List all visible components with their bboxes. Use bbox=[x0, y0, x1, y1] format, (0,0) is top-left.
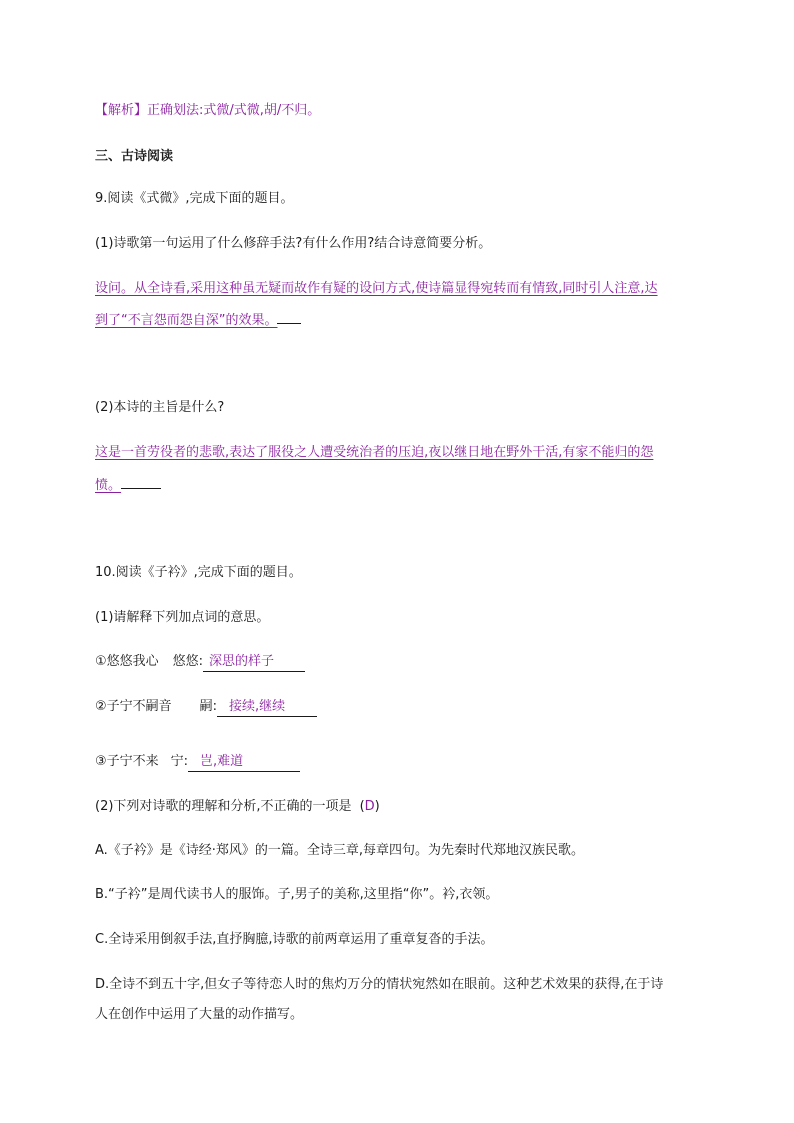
q10-option-d-cont: 人在创作中运用了大量的动作描写。 bbox=[95, 1007, 304, 1022]
q9-sub2-prompt: (2)本诗的主旨是什么? bbox=[95, 400, 225, 415]
q9-sub2-answer-line2-wrap bbox=[95, 474, 161, 496]
item-word: 嗣: bbox=[199, 699, 218, 714]
q10-prompt: 10.阅读《子衿》,完成下面的题目。 bbox=[95, 565, 302, 580]
q9-sub2-answer-line2: 愤。 bbox=[95, 478, 122, 493]
item-phrase: ②子宁不嗣音 bbox=[95, 699, 172, 714]
answer-blank-tail bbox=[121, 474, 161, 489]
q10-sub2-line: (2)下列对诗歌的理解和分析,不正确的一项是 (D) bbox=[95, 799, 380, 814]
item-answer-blank bbox=[203, 654, 305, 672]
q10-option-a: A.《子衿》是《诗经·郑风》的一篇。全诗三章,每章四句。为先秦时代郑地汉族民歌。 bbox=[95, 843, 585, 858]
q10-sub1-prompt: (1)请解释下列加点词的意思。 bbox=[95, 610, 270, 625]
q10-option-c: C.全诗采用倒叙手法,直抒胸臆,诗歌的前两章运用了重章复沓的手法。 bbox=[95, 932, 494, 947]
q10-sub2-prompt: (2)下列对诗歌的理解和分析,不正确的一项是 bbox=[95, 799, 352, 814]
item-phrase: ③子宁不来 bbox=[95, 754, 159, 769]
q9-sub2-answer-line1: 这是一首劳役者的悲歌,表达了服役之人遭受统治者的压迫,夜以继日地在野外干活,有家不能归的怨 bbox=[95, 445, 654, 460]
q10-sub2-answer: D bbox=[364, 799, 375, 814]
item-word: 悠悠: bbox=[172, 654, 204, 669]
item-phrase: ①悠悠我心 bbox=[95, 654, 159, 669]
q10-item-2 bbox=[95, 697, 317, 717]
item-word: 宁: bbox=[170, 754, 189, 769]
item-answer: 深思的样子 bbox=[209, 654, 275, 669]
q10-item-3 bbox=[95, 752, 300, 772]
q9-sub1-prompt: (1)诗歌第一句运用了什么修辞手法?有什么作用?结合诗意简要分析。 bbox=[95, 236, 492, 251]
q9-sub1-answer-line2-wrap bbox=[95, 309, 301, 331]
q10-item-1 bbox=[95, 652, 305, 672]
answer-blank-tail bbox=[277, 309, 301, 324]
item-answer-blank bbox=[217, 699, 317, 717]
analysis-text: 正确划法:式微/式微,胡/不归。 bbox=[147, 103, 321, 118]
q10-option-d: D.全诗不到五十字,但女子等待恋人时的焦灼万分的情状宛然如在眼前。这种艺术效果的获得,在于诗 bbox=[95, 977, 664, 992]
q9-sub1-answer-line1: 设问。从全诗看,采用这种虽无疑而故作有疑的设问方式,使诗篇显得宛转而有情致,同时引人注意,达 bbox=[95, 281, 658, 296]
analysis-line bbox=[95, 101, 320, 121]
q9-sub1-answer-line2: 到了“不言怨而怨自深”的效果。 bbox=[95, 313, 278, 328]
q9-prompt: 9.阅读《式微》,完成下面的题目。 bbox=[95, 191, 294, 206]
item-answer: 岂,难道 bbox=[200, 754, 244, 769]
analysis-tag: 【解析】 bbox=[95, 103, 148, 118]
item-answer-blank bbox=[188, 754, 300, 772]
q10-option-b: B.“子衿”是周代读书人的服饰。子,男子的美称,这里指“你”。衿,衣领。 bbox=[95, 887, 499, 902]
item-answer: 接续,继续 bbox=[229, 699, 286, 714]
section-title: 三、古诗阅读 bbox=[95, 149, 174, 164]
